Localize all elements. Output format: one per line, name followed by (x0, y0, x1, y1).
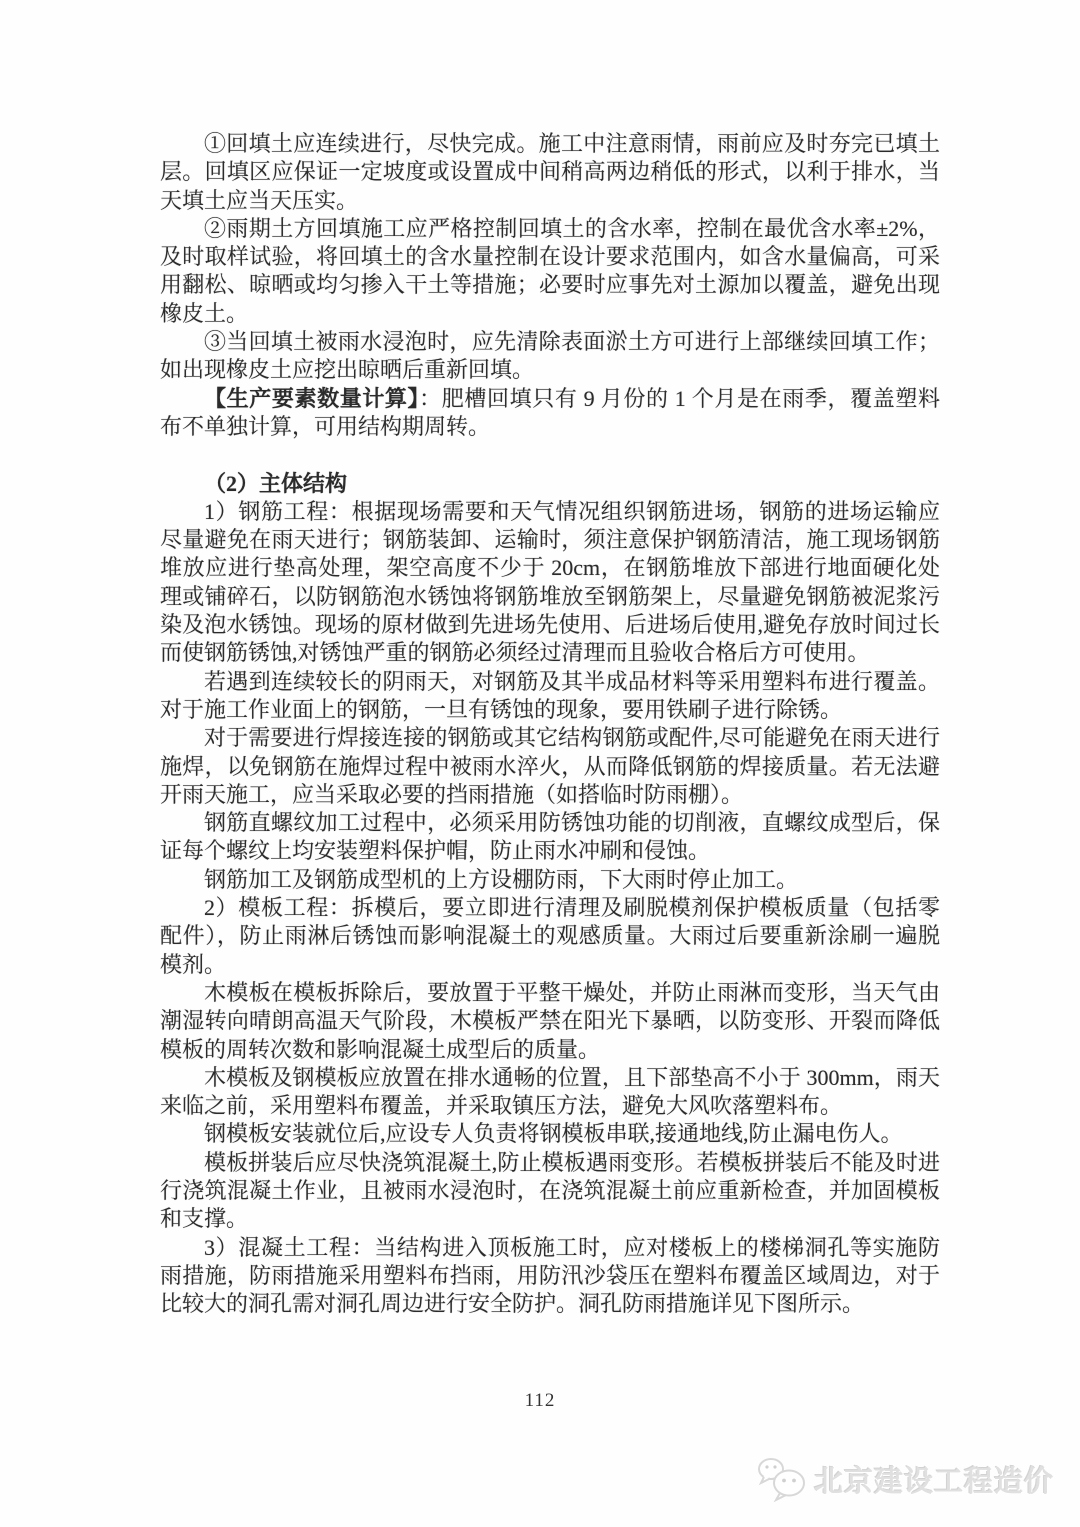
paragraph-formwork-works: 2）模板工程：拆模后，要立即进行清理及刷脱模剂保护模板质量（包括零配件），防止雨淋后锈蚀而影响混凝土的观感质量。大雨过后要重新涂刷一遍脱模剂。 (160, 895, 940, 977)
page-content (160, 130, 940, 1318)
blank-line (160, 441, 940, 469)
paragraph-rebar-machine-shelter: 钢筋加工及钢筋成型机的上方设棚防雨，下大雨时停止加工。 (204, 866, 799, 892)
paragraph-wood-formwork-storage: 木模板在模板拆除后，要放置于平整干燥处，并防止雨淋而变形，当天气由潮湿转向晴朗高温天气阶段，木模板严禁在阳光下暴晒，以防变形、开裂而降低模板的周转次数和影响混凝土成型后的质量。 (160, 979, 940, 1062)
paragraph-production-factor-calc (160, 385, 940, 442)
paragraph-rebar-cover: 若遇到连续较长的阴雨天，对钢筋及其半成品材料等采用塑料布进行覆盖。对于施工作业面上的钢筋，一旦有锈蚀的现象，要用铁刷子进行除锈。 (160, 668, 940, 722)
wechat-logo-icon (756, 1456, 808, 1502)
paragraph-backfill-continuous: ①回填土应连续进行，尽快完成。施工中注意雨情，雨前应及时夯完已填土层。回填区应保证一定坡度或设置成中间稍高两边稍低的形式，以利于排水，当天填土应当天压实。 (160, 131, 940, 213)
watermark (756, 1456, 1054, 1502)
section-heading-main-structure: （2）主体结构 (204, 470, 348, 496)
calc-note-text: ：肥槽回填只有 9 月份的 1 个月是在雨季，覆盖塑料布不单独计算，可用结构期周转。 (160, 385, 940, 439)
paragraph-backfill-soaked: ③当回填土被雨水浸泡时，应先清除表面淤土方可进行上部继续回填工作；如出现橡皮土应挖出晾晒后重新回填。 (160, 329, 940, 383)
paragraph-formwork-drainage: 木模板及钢模板应放置在排水通畅的位置，且下部垫高不小于 300mm，雨天来临之前，采用塑料布覆盖，并采取镇压方法，避免大风吹落塑料布。 (160, 1064, 940, 1119)
paragraph-rebar-works: 1）钢筋工程：根据现场需要和天气情况组织钢筋进场，钢筋的进场运输应尽量避免在雨天进行；钢筋装卸、运输时，须注意保护钢筋清洁，施工现场钢筋堆放应进行垫高处理，架空高度不少于 20cm，在钢筋堆放下部进行地面硬化处理或铺碎石，以防钢筋泡水锈蚀将钢筋堆放至钢筋架上，尽量避免钢筋被泥浆污染及泡水锈蚀。现场的原材做到先进场先使用、后进场后使用,避免存放时间过长而使钢筋锈蚀,对锈蚀严重的钢筋必须经过清理而且验收合格后方可使用。 (160, 498, 940, 666)
paragraph-rebar-welding: 对于需要进行焊接连接的钢筋或其它结构钢筋或配件,尽可能避免在雨天进行施焊，以免钢筋在施焊过程中被雨水淬火，从而降低钢筋的焊接质量。若无法避开雨天施工，应当采取必要的挡雨措施（如搭临时防雨棚）。 (160, 725, 940, 807)
paragraph-concrete-works: 3）混凝土工程：当结构进入顶板施工时，应对楼板上的楼梯洞孔等实施防雨措施，防雨措施采用塑料布挡雨，用防汛沙袋压在塑料布覆盖区域周边，对于比较大的洞孔需对洞孔周边进行安全防护。洞孔防雨措施详见下图所示。 (160, 1234, 940, 1317)
watermark-label: 北京建设工程造价 (813, 1465, 1054, 1498)
paragraph-backfill-moisture: ②雨期土方回填施工应严格控制回填土的含水率，控制在最优含水率±2%，及时取样试验，将回填土的含水量控制在设计要求范围内，如含水量偏高，可采用翻松、晾晒或均匀掺入干土等措施；必要时应事先对土源加以覆盖，避免出现橡皮土。 (160, 215, 940, 326)
paragraph-formwork-pour-concrete: 模板拼装后应尽快浇筑混凝土,防止模板遇雨变形。若模板拼装后不能及时进行浇筑混凝土作业，且被雨水浸泡时，在浇筑混凝土前应重新检查，并加固模板和支撑。 (160, 1149, 940, 1232)
calc-note-label: 【生产要素数量计算】 (204, 385, 420, 411)
paragraph-rebar-thread: 钢筋直螺纹加工过程中，必须采用防锈蚀功能的切削液，直螺纹成型后，保证每个螺纹上均安装塑料保护帽，防止雨水冲刷和侵蚀。 (160, 810, 940, 864)
paragraph-steel-formwork-grounding: 钢模板安装就位后,应设专人负责将钢模板串联,接通地线,防止漏电伤人。 (204, 1121, 903, 1147)
page-number: 112 (524, 1390, 556, 1411)
